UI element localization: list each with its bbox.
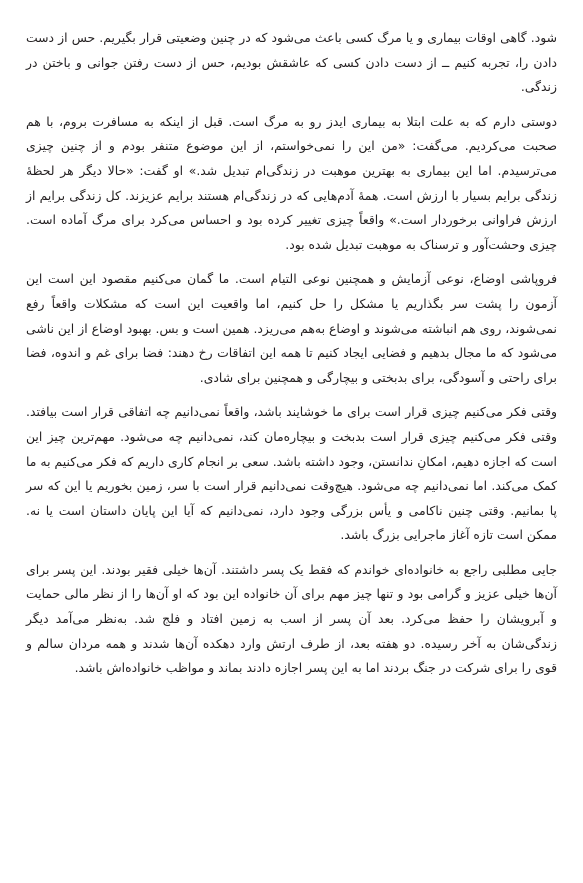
- paragraph-1: شود. گاهی اوقات بیماری و یا مرگ کسی باعث می‌شود که در چنین وضعیتی قرار بگیریم. حس از دست دادن را، تجربه کنیم ــ از دست دادن کسی که عاشقش بودیم، حس از دست رفتن جوانی و باختن در زندگی.: [26, 30, 557, 95]
- document-page: [26, 26, 557, 691]
- paragraph-5: جایی مطلبی راجع به خانواده‌ای خواندم که فقط یک پسر داشتند. آن‌ها خیلی فقیر بودند. این پسر برای آن‌ها خیلی عزیز و گرامی بود و تنها چیز مهم برای آن خانواده این بود که او آن‌ها را از نظر مالی حمایت و آبرویشان را حفظ می‌کرد. بعد آن پسر از اسب به زمین افتاد و فلج شد. به‌نظر می‌آمد دیگر زندگی‌شان به آخر رسیده. دو هفته بعد، از طرف ارتش وارد دهکده آن‌ها شدند و همه مردان سالم و قوی را برای شرکت در جنگ بردند اما به این پسر اجازه دادند بماند و مواظب خانواده‌اش باشد.: [26, 561, 557, 676]
- paragraph-2: دوستی دارم که به علت ابتلا به بیماری ایدز رو به مرگ است. قبل از اینکه به مسافرت بروم، با هم صحبت می‌کردیم. می‌گفت: «من این را نمی‌خواستم، از این موضوع متنفر بودم و از چنین چیزی می‌ترسیدم. اما این بیماری به بهترین موهبت در زندگی‌ام تبدیل شد.» او گفت: «حالا دیگر هر لحظهٔ زندگی برایم بسیار با ارزش است. همهٔ آدم‌هایی که در زندگی‌ام هستند برایم عزیزند. کل زندگی برایم از ارزش فراوانی برخوردار است.» واقعاً چیزی تغییر کرده بود و احساس می‌کرد برای مرگ آماده است. چیزی وحشت‌آور و ترسناک به موهبت تبدیل شده بود.: [26, 113, 557, 252]
- paragraph-3: فروپاشی اوضاع، نوعی آزمایش و همچنین نوعی التیام است. ما گمان می‌کنیم مقصود این است این آزمون را پشت سر بگذاریم یا مشکل را حل کنیم، اما واقعیت این است که مشکلات واقعاً رفع نمی‌شوند، روی هم انباشته می‌شوند و اوضاع به‌هم می‌ریزد. همین است و بس. بهبود اوضاع از این ناشی می‌شود که ما مجال بدهیم و فضایی ایجاد کنیم تا همه این اتفاقات رخ دهند: فضا برای غم و اندوه، فضا برای راحتی و آسودگی، برای بدبختی و بیچارگی و همچنین برای شادی.: [26, 271, 557, 385]
- paragraph-4: وقتی فکر می‌کنیم چیزی قرار است برای ما خوشایند باشد، واقعاً نمی‌دانیم چه اتفاقی قرار است بیافتد. وقتی فکر می‌کنیم چیزی قرار است بدبخت و بیچاره‌مان کند، نمی‌دانیم چه می‌شود. مهم‌ترین چیز این است که اجازه دهیم، امکانِ ندانستن، وجود داشته باشد. سعی بر انجام کاری داریم که فکر می‌کنیم به ما کمک می‌کند. اما نمی‌دانیم چه می‌شود. هیچ‌وقت نمی‌دانیم قرار است با سر، زمین بخوریم یا این که سر پا بمانیم. وقتی چنین ناکامی و یأس بزرگی وجود دارد، نمی‌دانیم که آیا این پایان داستان است یا نه. ممکن است تازه آغاز ماجرایی بزرگ باشد.: [26, 404, 557, 543]
